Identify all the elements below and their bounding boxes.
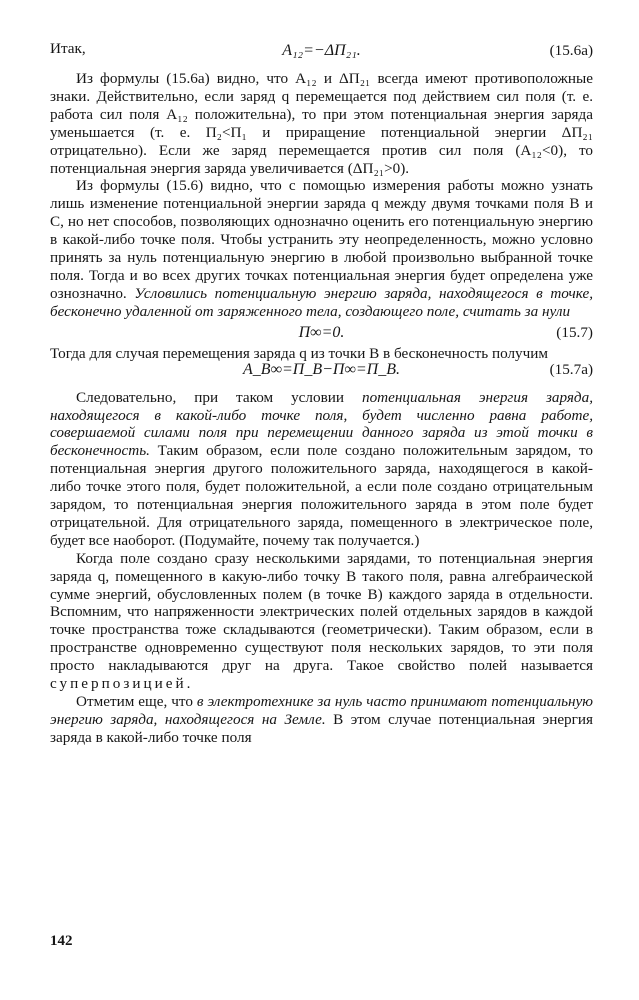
intro-word: Итак,	[50, 40, 86, 57]
paragraph-4-italic: потенциальная энергия заряда, находящегося в какой-либо точке поля, будет численно равна работе, совершаемой силами поля при перемещении данного заряда из этой точки в бесконечность.	[50, 388, 593, 460]
equation-15-7a-expr: A_B∞=Π_B−Π∞=Π_B.	[243, 360, 400, 378]
equation-15-6a-label: (15.6а)	[549, 42, 593, 59]
paragraph-1: Из формулы (15.6а) видно, что A₁₂ и ΔΠ₂₁ всегда имеют противоположные знаки. Действительно, если заряд q перемещается под действием сил поля (т. е. работа сил поля A₁₂ положительна), то при этом потенциальная энергия заряда уменьшается (т. е. Π₂<Π₁ и приращение потенциальной энергии ΔΠ₂₁ отрицательно). Если же заряд перемещается против сил поля (A₁₂<0), то потенциальная энергия заряда увеличивается (ΔΠ₂₁>0).	[50, 70, 593, 177]
paragraph-2-text: Из формулы (15.6) видно, что с помощью измерения работы можно узнать лишь изменение потенциальной энергии заряда q между двумя точками поля B и C, но нет способов, позволяющих однозначно оценить его потенциальную энергию в какой-либо точке поля. Чтобы устранить эту неопределенность, можно условно принять за нуль потенциальную энергию в любой произвольно выбранной точке поля. Тогда и во всех других точках потенциальная энергия будет определена уже ознозначно.	[50, 177, 593, 302]
paragraph-2-italic: Условились потенциальную энергию заряда, находящегося в точке, бесконечно удаленной от заряженного тела, создающего поле, считать за нули	[50, 284, 594, 320]
equation-15-7-label: (15.7)	[556, 323, 593, 341]
paragraph-5-text: Когда поле создано сразу несколькими зарядами, то потенциальная энергия заряда q, помещенного в какую-либо точку B такого поля, равна алгебраической сумме энергий, обусловленных полем (в точке B) каждого заряда в отдельности. Вспомним, что напряженности электрических полей отдельных зарядов в каждой точке пространства тоже складываются (геометрически). Таким образом, если в пространстве одновременно существуют поля нескольких зарядов, то эти поля просто накладываются друг на друга. Такое свойство полей называется	[50, 549, 593, 675]
paragraph-4	[50, 389, 593, 550]
page-number: 142	[50, 933, 73, 949]
equation-15-7a	[50, 359, 593, 381]
paragraph-6-start: Отметим еще, что	[76, 693, 197, 710]
paragraph-5	[50, 550, 593, 693]
equation-15-6a	[50, 40, 593, 62]
paragraph-4-end: Таким образом, если поле создано положительным зарядом, то потенциальная энергия другого положительного заряда, находящегося в какой-либо точке этого поля, будет положительной, а если поле создано отрицательным зарядом, то потенциальная энергия положительного заряда в этом поле будет отрицательной. Для отрицательного заряда, помещенного в электрическое поле, будет все наоборот. (Подумайте, почему так получается.)	[50, 442, 593, 549]
paragraph-4-start: Следовательно, при таком условии	[76, 388, 362, 406]
equation-15-7a-label: (15.7а)	[549, 360, 593, 378]
paragraph-6-end: В этом случае потенциальная энергия заряда в какой-либо точке поля	[50, 710, 593, 746]
paragraph-6-italic: в электротехнике за нуль часто принимают потенциальную энергию заряда, находящегося на Земле.	[50, 693, 593, 728]
paragraph-5-spaced-term: суперпозицией.	[50, 675, 194, 693]
equation-15-7	[50, 322, 593, 344]
equation-15-7-expr: Π∞=0.	[298, 323, 345, 341]
paragraph-6	[50, 693, 593, 747]
paragraph-3: Тогда для случая перемещения заряда q из точки B в бесконечность получим	[50, 344, 549, 362]
equation-15-6a-expr: A₁₂=−ΔΠ₂₁.	[282, 42, 361, 59]
paragraph-2	[50, 177, 593, 320]
